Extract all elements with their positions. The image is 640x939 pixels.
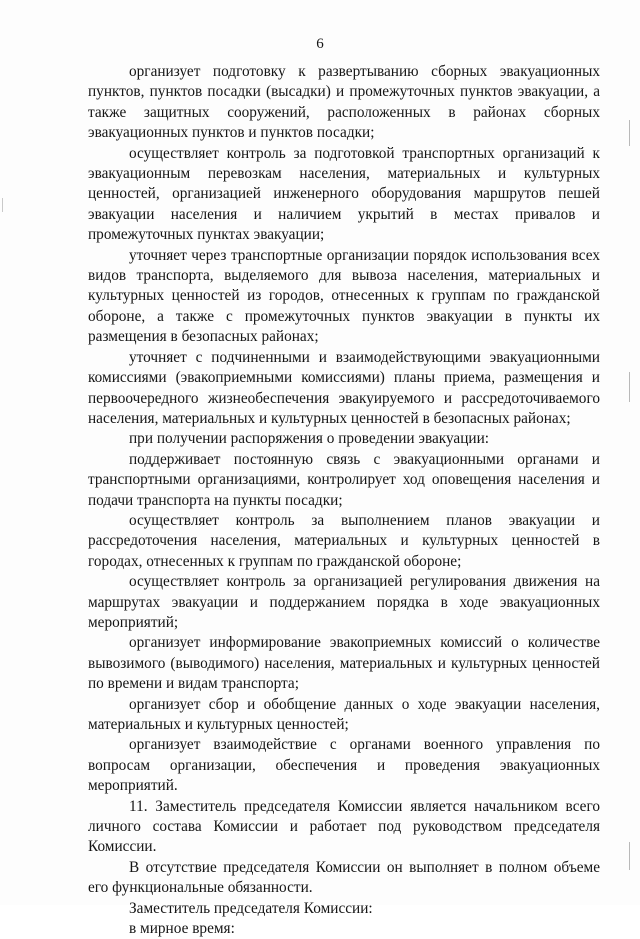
- paragraph: в мирное время:: [129, 920, 235, 938]
- page-number: 6: [316, 36, 324, 52]
- paragraph: осуществляет контроль за выполнением планов эвакуации и рассредоточения населения, материальных и культурных ценностей в городах, отнесенных к группам по гражданской обороне;: [88, 511, 600, 570]
- scan-edge-mark: [629, 842, 630, 870]
- paragraph: организует информирование эвакоприемных комиссий о количестве вывозимого (выводимого) населения, материальных и культурных ценностей по времени и видам транспорта;: [88, 634, 600, 693]
- scan-edge-mark: [629, 372, 630, 402]
- paragraph: 11. Заместитель председателя Комиссии является начальником всего личного состава Комиссии и работает под руководством председателя Комиссии.: [88, 797, 600, 856]
- scan-edge-mark: [629, 120, 630, 146]
- paragraph: организует сбор и обобщение данных о ходе эвакуации населения, материальных и культурных ценностей;: [88, 695, 600, 733]
- paragraph: поддерживает постоянную связь с эвакуационными органами и транспортными организациями, контролирует ход оповещения населения и подачи транспорта на пункты посадки;: [88, 450, 600, 509]
- paragraph: Заместитель председателя Комиссии:: [129, 899, 373, 917]
- paragraph: организует взаимодействие с органами военного управления по вопросам организации, обеспечения и проведения эвакуационных мероприятий.: [88, 736, 600, 795]
- scan-edge-mark: [2, 198, 3, 212]
- paragraph: осуществляет контроль за организацией регулирования движения на маршрутах эвакуации и поддержанием порядка в ходе эвакуационных мероприятий;: [88, 573, 600, 631]
- paragraph: осуществляет контроль за подготовкой транспортных организаций к эвакуационным перевозкам населения, материальных и культурных ценностей, организацией инженерного оборудования маршрутов пешей эвакуации населения и наличием укрытий в местах привалов и промежуточных пунктах эвакуации;: [88, 144, 600, 244]
- document-body: [88, 62, 600, 939]
- paragraph: В отсутствие председателя Комиссии он выполняет в полном объеме его функциональные обязанности.: [88, 858, 600, 897]
- paragraph: организует подготовку к развертыванию сборных эвакуационных пунктов, пунктов посадки (высадки) и промежуточных пунктов эвакуации, а также защитных сооружений, расположенных в районах сборных эвакуационных пунктов и пунктов посадки;: [88, 63, 600, 142]
- paragraph: при получении распоряжения о проведении эвакуации:: [129, 430, 490, 448]
- paragraph: уточняет с подчиненными и взаимодействующими эвакуационными комиссиями (эвакоприемными комиссиями) планы приема, размещения и первоочередного жизнеобеспечения эвакуируемого и рассредоточиваемого населения, материальных и культурных ценностей в безопасных районах;: [88, 348, 600, 427]
- paragraph: уточняет через транспортные организации порядок использования всех видов транспорта, выделяемого для вывоза населения, материальных и культурных ценностей из городов, отнесенных к группам по гражданской обороне, а также с промежуточных пунктов эвакуации в пункты их размещения в безопасных районах;: [88, 246, 600, 346]
